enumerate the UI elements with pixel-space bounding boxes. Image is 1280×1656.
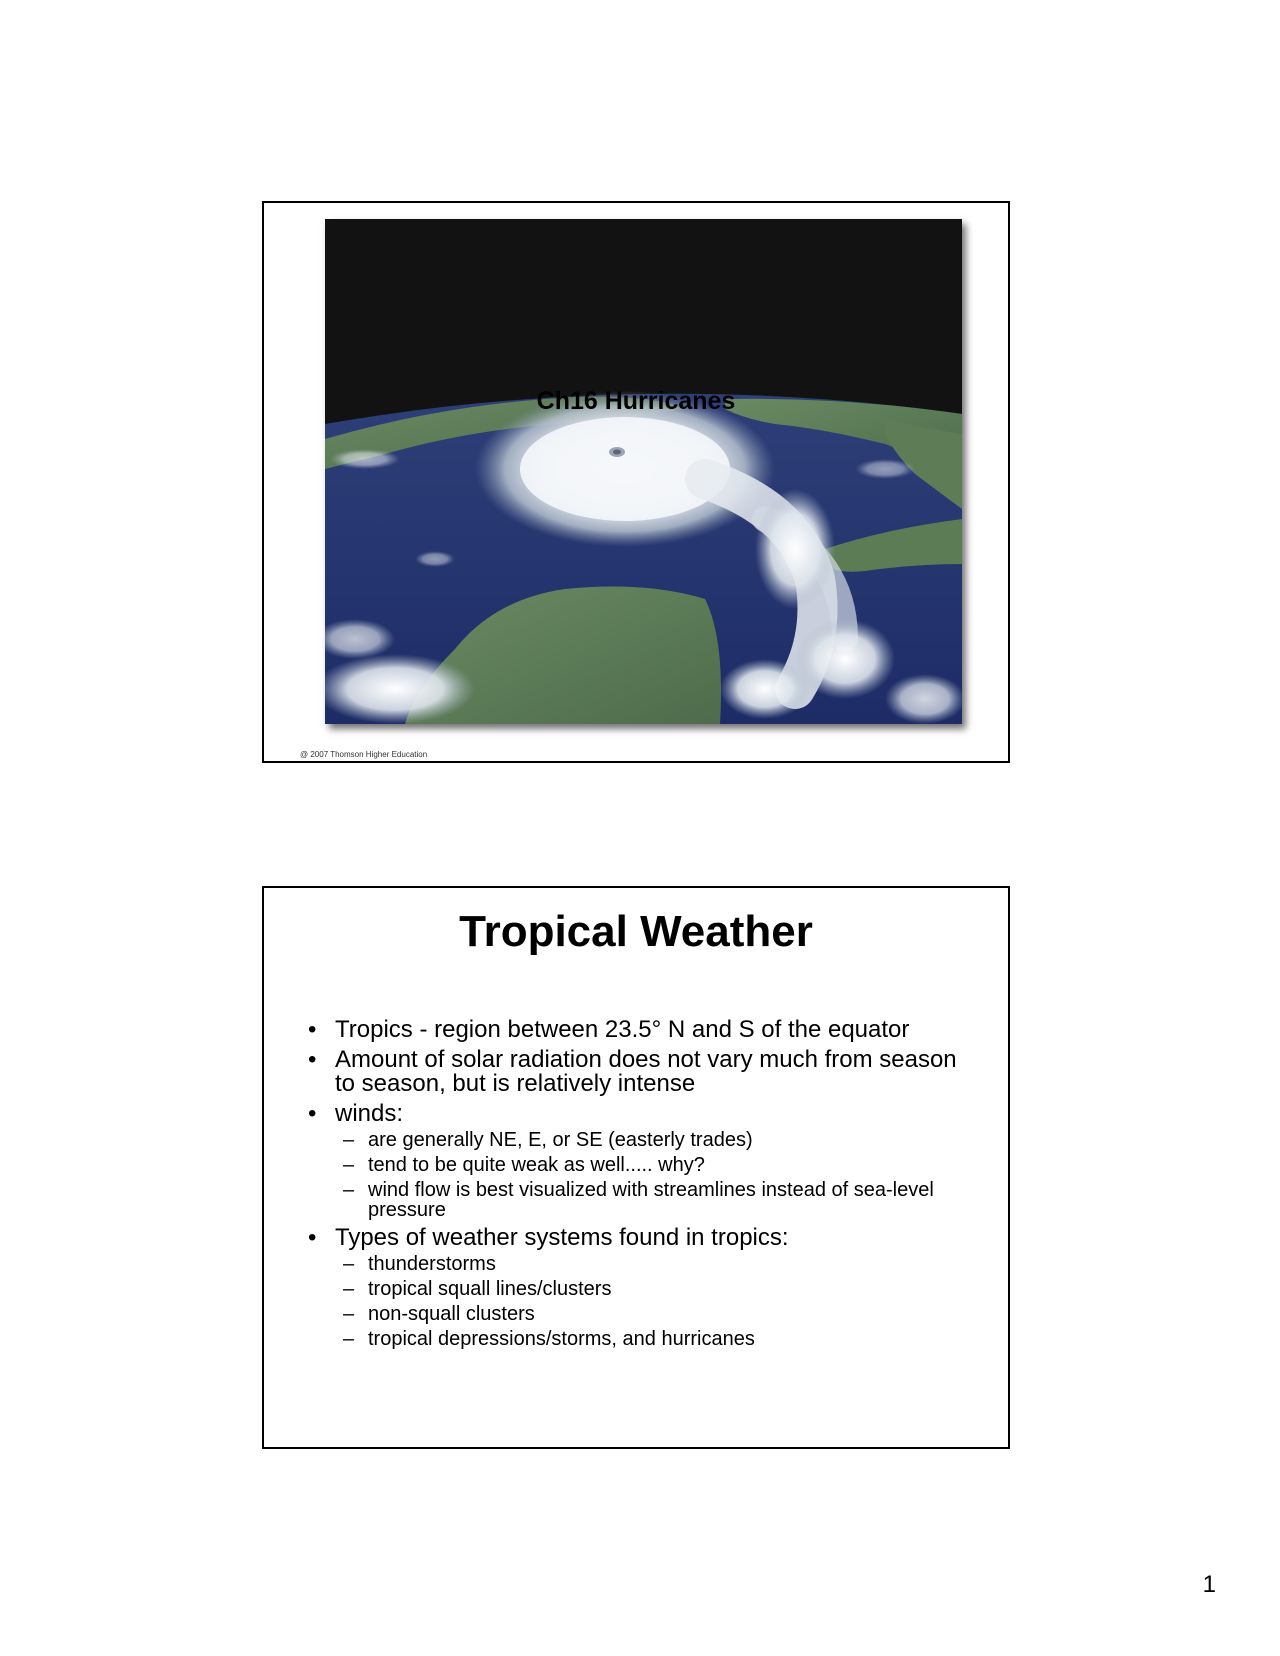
sub-bullet-item: – wind flow is best visualized with streamlines instead of sea-level pressure: [335, 1180, 960, 1220]
hurricane-satellite-photo: [325, 219, 962, 724]
sub-bullet-item: – are generally NE, E, or SE (easterly trades): [335, 1130, 960, 1150]
slide-1: [262, 201, 1010, 763]
bullet-text: Types of weather systems found in tropics:: [335, 1224, 789, 1251]
page-number: 1: [1202, 1571, 1216, 1598]
slide-1-title: Ch16 Hurricanes: [536, 387, 736, 415]
copyright-notice: @ 2007 Thomson Higher Education: [300, 750, 428, 759]
sub-bullet-list: [335, 1254, 960, 1349]
sub-bullet-item: – tend to be quite weak as well..... why?: [335, 1155, 960, 1175]
sub-bullet-item: – non-squall clusters: [335, 1304, 960, 1324]
bullet-item: [300, 1102, 960, 1220]
bullet-text: winds:: [335, 1100, 404, 1127]
bullet-item: [300, 1048, 960, 1096]
slide-2: [262, 886, 1010, 1449]
bullet-item: [300, 1018, 960, 1042]
sub-bullet-item: – tropical squall lines/clusters: [335, 1279, 960, 1299]
slide-2-title: Tropical Weather: [459, 907, 813, 956]
sub-bullet-item: – tropical depressions/storms, and hurricanes: [335, 1329, 960, 1349]
sub-bullet-list: [335, 1130, 960, 1220]
bullet-text: Amount of solar radiation does not vary much from season to season, but is relatively intense: [335, 1046, 957, 1097]
sub-bullet-item: – thunderstorms: [335, 1254, 960, 1274]
bullet-item: [300, 1226, 960, 1349]
bullet-text: Tropics - region between 23.5° N and S of the equator: [335, 1016, 910, 1043]
bullet-list: [300, 1018, 960, 1355]
